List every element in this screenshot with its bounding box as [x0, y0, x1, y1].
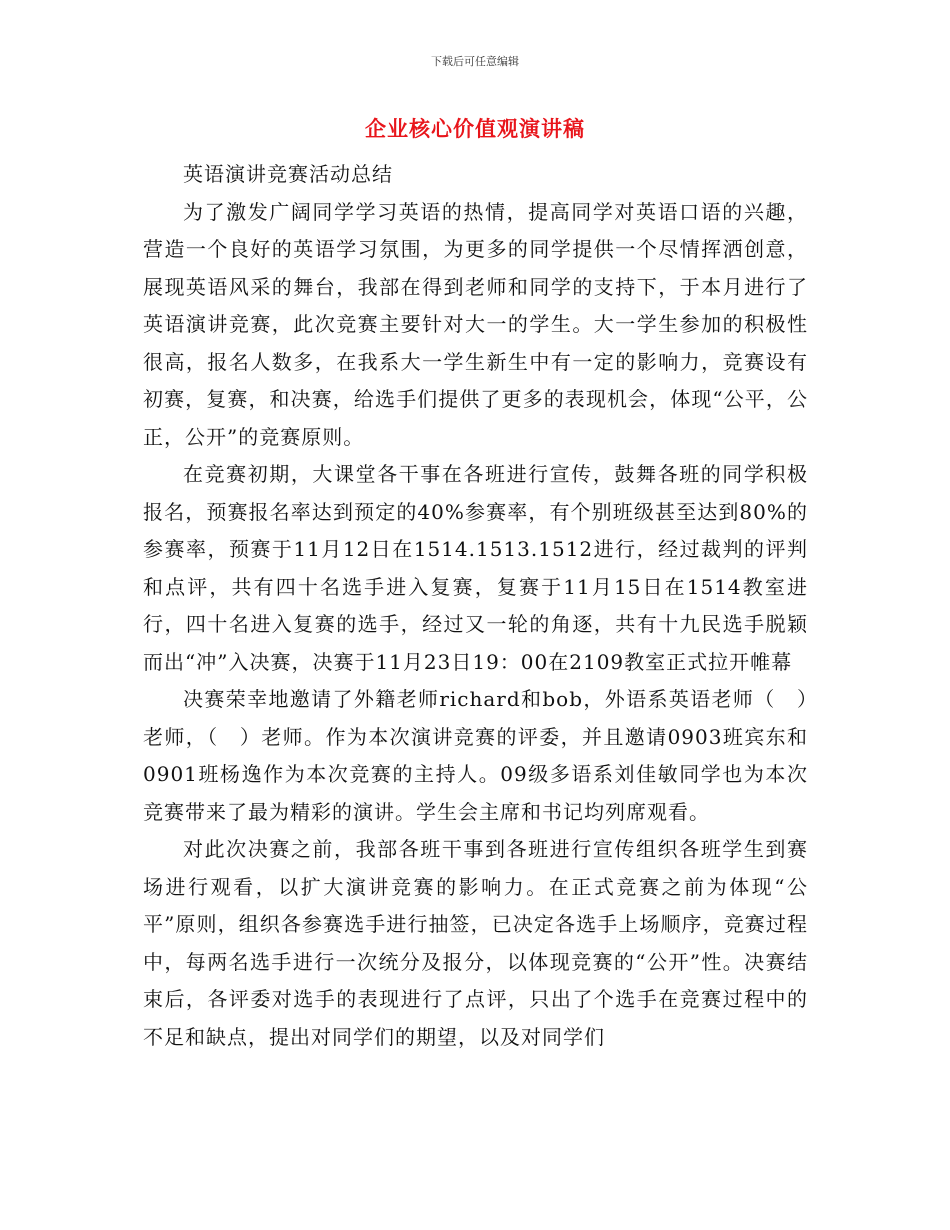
paragraph-subtitle: 英语演讲竞赛活动总结	[183, 162, 393, 186]
page-header-note: 下载后可任意编辑	[431, 55, 519, 68]
document-title: 企业核心价值观演讲稿	[365, 117, 585, 141]
document-body	[143, 156, 808, 1056]
paragraph: 决赛荣幸地邀请了外籍老师richard和bob，外语系英语老师（ ）老师，（ ）老师。作为本次演讲竞赛的评委，并且邀请0903班宾东和0901班杨逸作为本次竞赛的主持人。09级多语系刘佳敏同学也为本次竞赛带来了最为精彩的演讲。学生会主席和书记均列席观看。	[143, 687, 808, 824]
paragraph: 为了激发广阔同学学习英语的热情，提高同学对英语口语的兴趣，营造一个良好的英语学习氛围，为更多的同学提供一个尽情挥洒创意，展现英语风采的舞台，我部在得到老师和同学的支持下，于本月进行了英语演讲竞赛，此次竞赛主要针对大一的学生。大一学生参加的积极性很高，报名人数多，在我系大一学生新生中有一定的影响力，竞赛设有初赛，复赛，和决赛，给选手们提供了更多的表现机会，体现“公平，公正，公开”的竞赛原则。	[143, 199, 808, 449]
paragraph: 对此次决赛之前，我部各班干事到各班进行宣传组织各班学生到赛场进行观看，以扩大演讲竞赛的影响力。在正式竞赛之前为体现“公平”原则，组织各参赛选手进行抽签，已决定各选手上场顺序，竞赛过程中，每两名选手进行一次统分及报分，以体现竞赛的“公开”性。决赛结束后，各评委对选手的表现进行了点评，只出了个选手在竞赛过程中的不足和缺点，提出对同学们的期望，以及对同学们	[143, 837, 808, 1049]
paragraph: 在竞赛初期，大课堂各干事在各班进行宣传，鼓舞各班的同学积极报名，预赛报名率达到预定的40%参赛率，有个别班级甚至达到80%的参赛率，预赛于11月12日在1514.1513.1512进行，经过裁判的评判和点评，共有四十名选手进入复赛，复赛于11月15日在1514教室进行，四十名进入复赛的选手，经过又一轮的角逐，共有十九民选手脱颖而出“冲”入决赛，决赛于11月23日19：00在2109教室正式拉开帷幕	[143, 462, 808, 674]
